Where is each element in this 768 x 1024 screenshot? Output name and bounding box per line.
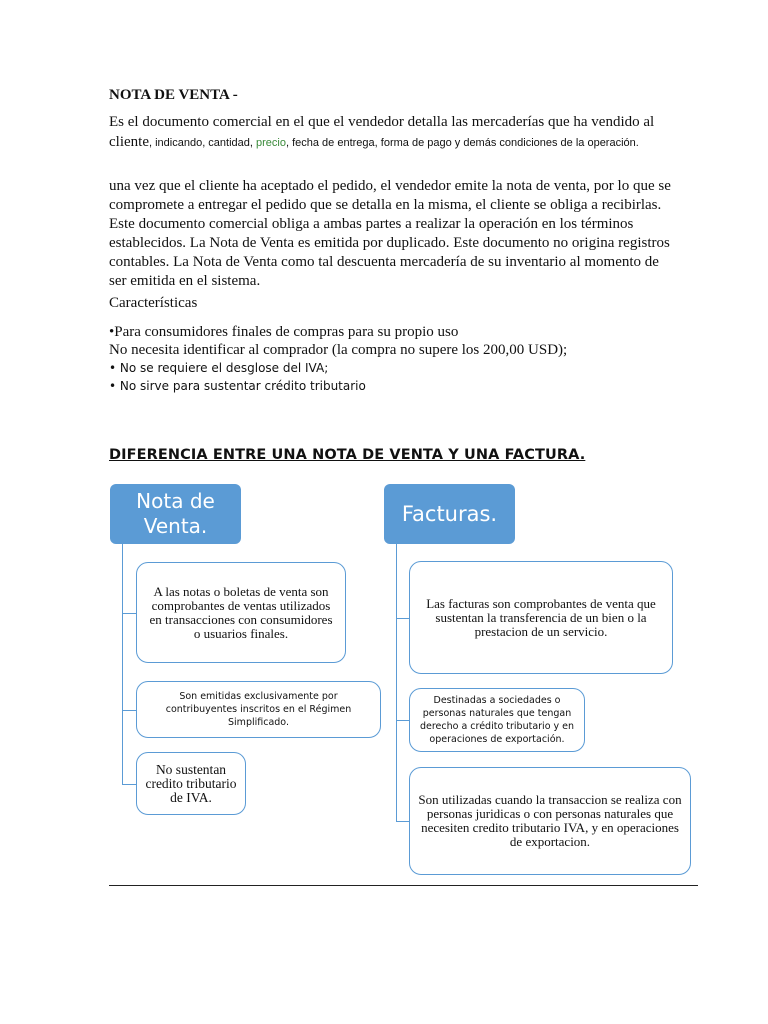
document-title: NOTA DE VENTA -	[109, 87, 238, 103]
nota-title-line1: Nota de	[136, 489, 215, 513]
nota-title-line2: Venta.	[143, 514, 208, 538]
nota-item-card	[136, 752, 246, 815]
nota-item-card	[136, 681, 381, 738]
factura-item-card	[409, 688, 585, 752]
features-list	[109, 323, 709, 395]
feature-item: No necesita identificar al comprador (la compra no supere los 200,00 USD);	[109, 342, 568, 358]
factura-item-card	[409, 767, 691, 875]
facturas-header-box: Facturas.	[384, 484, 515, 544]
factura-item-card	[409, 561, 673, 674]
nota-item-text: No sustentan credito tributario de IVA.	[145, 761, 237, 805]
intro-text-details: , indicando, cantidad,	[148, 137, 257, 149]
factura-item-text: Las facturas son comprobantes de venta que sustentan la transferencia de un bien o la prestacion de un servicio.	[426, 595, 656, 639]
factura-item-text: Son utilizadas cuando la transaccion se realiza con personas juridicas o con personas naturales que necesiten credito tributario IVA, y en operaciones de exportacion.	[418, 792, 682, 849]
feature-item: • No se requiere el desglose del IVA;	[109, 361, 329, 375]
nota-item-card	[136, 562, 346, 663]
intro-text-end: , fecha de entrega, forma de pago y demás condiciones de la operación.	[285, 137, 639, 149]
diagram-heading: DIFERENCIA ENTRE UNA NOTA DE VENTA Y UNA FACTURA.	[109, 447, 586, 463]
nota-de-venta-header-box	[110, 484, 241, 544]
bottom-divider	[109, 885, 698, 886]
intro-text-main: Es el documento comercial en el que el vendedor detalla las mercaderías que ha vendido al cliente	[109, 114, 655, 150]
feature-item: • No sirve para sustentar crédito tributario	[109, 379, 366, 393]
nota-item-text: A las notas o boletas de venta son comprobantes de ventas utilizados en transacciones con consumidores o usuarios finales.	[149, 583, 333, 641]
intro-highlight-price: precio	[256, 137, 286, 149]
feature-item: •Para consumidores finales de compras para su propio uso	[109, 324, 459, 340]
intro-paragraph	[109, 112, 669, 153]
features-heading: Características	[109, 295, 198, 311]
connector-line	[122, 544, 137, 785]
connector-line	[396, 544, 410, 822]
body-paragraph: una vez que el cliente ha aceptado el pedido, el vendedor emite la nota de venta, por lo que se compromete a entregar el pedido que se detalla en la misma, el cliente se obliga a recibirlas. Este documento comercial obliga a ambas partes a realizar la operación en los términos establecidos. La Nota de Venta es emitida por duplicado. Este documento no origina registros contables. La Nota de Venta como tal descuenta mercadería de su inventario al momento de ser emitida en el sistema.	[109, 178, 671, 289]
factura-item-text: Destinadas a sociedades o personas naturales que tengan derecho a crédito tributario y en operaciones de exportación.	[419, 695, 575, 745]
nota-item-text: Son emitidas exclusivamente por contribuyentes inscritos en el Régimen Simplificado.	[165, 691, 352, 728]
